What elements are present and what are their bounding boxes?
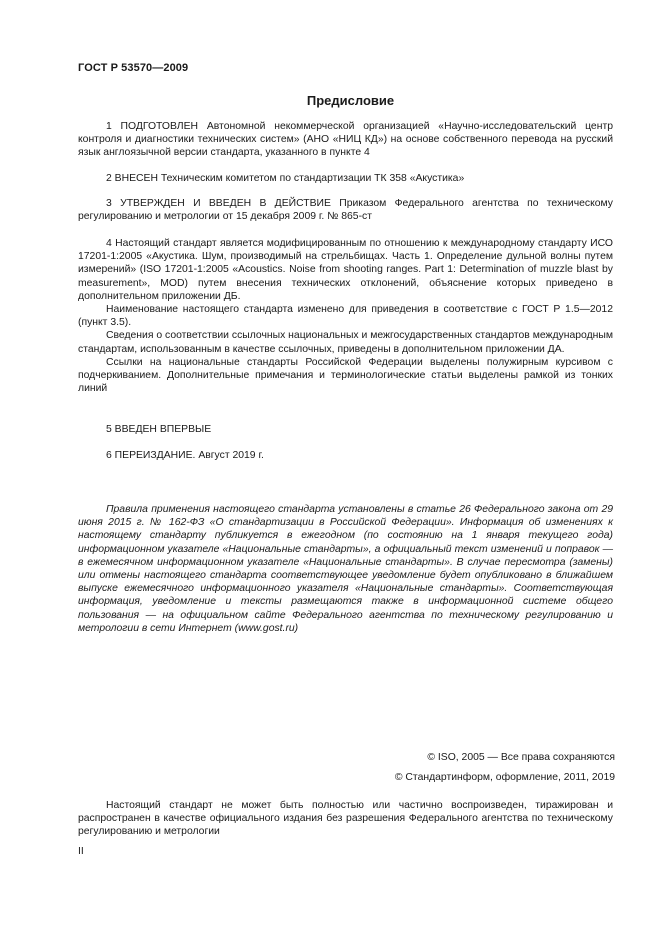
paragraph-3 <box>78 197 613 223</box>
paragraph-introduced-by: 2 ВНЕСЕН Техническим комитетом по стандартизации ТК 358 «Акустика» <box>106 173 465 184</box>
paragraph-1 <box>78 120 613 160</box>
rules-notice: Правила применения настоящего стандарта установлены в статье 26 Федерального закона от 29 июня 2015 г. № 162-ФЗ «О стандартизации в Российской Федерации». Информация об изменениях к настоящему стандарту публикуется в ежегодном (по состоянию на 1 января текущего года) информационном указателе «Национальные стандарты», а официальный текст изменений и поправок — в ежемесячном информационном указателе «Национальные стандарты». В случае пересмотра (замены) или отмены настоящего стандарта соответствующее уведомление будет опубликовано в ближайшем выпуске ежемесячного информационного указателя «Национальные стандарты». Соответствующая информация, уведомление и тексты размещаются также в информационной системе общего пользования — на официальном сайте Федерального агентства по техническому регулированию и метрологии в сети Интернет (www.gost.ru) <box>78 504 613 634</box>
paragraph-5 <box>78 423 613 436</box>
paragraph-6 <box>78 449 613 462</box>
paragraph-4 <box>78 237 613 395</box>
paragraph-reissue: 6 ПЕРЕИЗДАНИЕ. Август 2019 г. <box>106 450 264 461</box>
paragraph-prepared-by: 1 ПОДГОТОВЛЕН Автономной некоммерческой организацией «Научно-исследовательский центр контроля и диагностики технических систем» (АНО «НИЦ КД») на основе собственного перевода на русский язык англоязычной версии стандарта, указанного в пункте 4 <box>78 121 613 159</box>
paragraph-references-formatting: Ссылки на национальные стандарты Российской Федерации выделены полужирным курсивом с подчеркиванием. Дополнительные примечания и терминологические статьи выделены рамкой из тонких линий <box>78 356 613 395</box>
page-number: II <box>78 846 84 857</box>
reproduction-notice: Настоящий стандарт не может быть полностью или частично воспроизведен, тиражирован и распространен в качестве официального издания без разрешения Федерального агентства по техническому регулированию и метрологии <box>78 800 613 838</box>
paragraph-approved: 3 УТВЕРЖДЕН И ВВЕДЕН В ДЕЙСТВИЕ Приказом Федерального агентства по техническому регулированию и метрологии от 15 декабря 2009 г. № 865-ст <box>78 198 613 223</box>
paragraph-title-change: Наименование настоящего стандарта изменено для приведения в соответствие с ГОСТ Р 1.5—2012 (пункт 3.5). <box>78 304 613 329</box>
copyright-iso: © ISO, 2005 — Все права сохраняются <box>427 752 615 763</box>
paragraph-reference-info: Сведения о соответствии ссылочных национальных и межгосударственных стандартов международным стандартам, использованным в качестве ссылочных, приведены в дополнительном приложении ДА. <box>78 330 613 355</box>
paragraph-2 <box>78 172 613 185</box>
paragraph-first-introduced: 5 ВВЕДЕН ВПЕРВЫЕ <box>106 424 212 435</box>
standard-code: ГОСТ Р 53570—2009 <box>78 62 189 74</box>
paragraph-modification: 4 Настоящий стандарт является модифицированным по отношению к международному стандарту ИСО 17201-1:2005 «Акустика. Шум, производимый на стрельбищах. Часть 1. Определение дульной волны путем измерений» (ISO 17201-1:2005 «Acoustics. Noise from shooting ranges. Part 1: Determination of muzzle blast by measurement», MOD) путем внесения технических отклонений, объяснение которых приведено в дополнительном приложении ДБ. <box>78 238 613 302</box>
page-title: Предисловие <box>306 93 395 108</box>
copyright-standartinform: © Стандартинформ, оформление, 2011, 2019 <box>394 772 615 783</box>
